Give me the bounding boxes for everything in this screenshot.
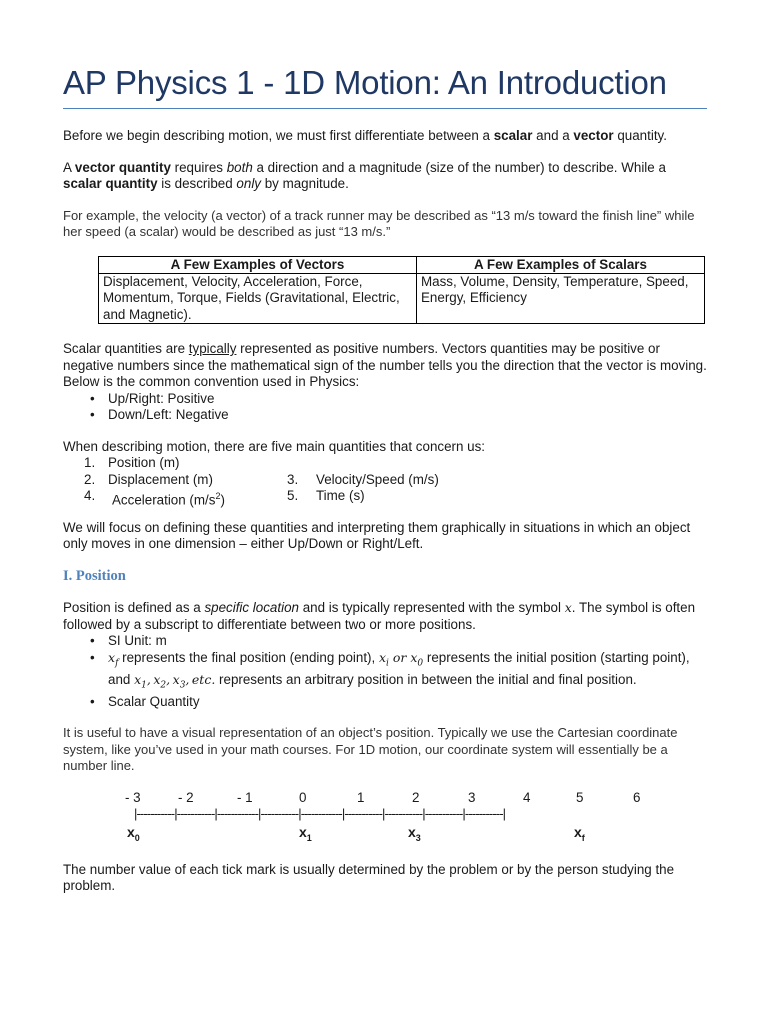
intro-text: Before we begin describing motion, we must first differentiate between a <box>63 128 494 143</box>
list-item <box>63 455 707 472</box>
list-label: Time (s) <box>316 488 365 503</box>
list-item <box>63 472 707 489</box>
vector-quantity-term: vector quantity <box>74 159 171 175</box>
def-text: Position is defined as a <box>63 600 205 615</box>
page-title: AP Physics 1 - 1D Motion: An Introduction <box>63 64 667 101</box>
position-label-xf <box>574 824 585 846</box>
table-row <box>99 273 705 324</box>
vectors-cell: Displacement, Velocity, Acceleration, Force, Momentum, Torque, Fields (Gravitational, Electric, and Magnetic). <box>99 273 417 324</box>
math-var: x <box>108 649 116 665</box>
bullet-text: represents the initial position (starting point), and <box>108 649 690 687</box>
def-text: requires <box>170 159 227 175</box>
tick-label: - 3 <box>125 789 141 805</box>
five-quantities-intro: When describing motion, there are five main quantities that concern us: <box>63 438 486 454</box>
sign-text: represented as positive numbers. Vectors quantities may be positive or negative numbers since the mathematical sign of the number tells you the direction that the vector is moving. Below is the common convention used in Physics: <box>63 341 707 389</box>
label-sub: 3 <box>415 832 421 843</box>
list-label: Velocity/Speed (m/s) <box>316 471 439 487</box>
def-text: A <box>63 159 75 175</box>
position-bullets <box>63 633 707 710</box>
number-line-bar: |-----------|-----------|------------|-----------|------------|-----------|-----------|-----------|-----------| <box>134 805 506 821</box>
math-symbol <box>378 649 424 668</box>
def-text: a direction and a magnitude (size of the number) to describe. While a <box>252 159 666 175</box>
list-number: 2. <box>84 471 96 487</box>
math-var: x <box>378 649 386 665</box>
intro-paragraph <box>63 128 707 145</box>
list-item: • Scalar Quantity <box>108 694 707 711</box>
vector-definition-paragraph <box>63 160 707 193</box>
tick-label: 5 <box>576 789 584 805</box>
tick-label: - 2 <box>178 789 194 805</box>
def-text: is described <box>157 176 237 191</box>
math-var: x <box>410 649 418 665</box>
scalars-cell: Mass, Volume, Density, Temperature, Speed, Energy, Efficiency <box>417 273 705 324</box>
list-label: Displacement (m) <box>108 471 213 487</box>
quantities-list <box>63 455 707 508</box>
emphasis-typically: typically <box>188 341 237 356</box>
tick-label: 2 <box>412 789 420 805</box>
list-item <box>63 488 707 508</box>
label-var: x <box>127 823 135 840</box>
example-paragraph: For example, the velocity (a vector) of a track runner may be described as “13 m/s toward the finish line” while her speed (a scalar) would be described as just “13 m/s.” <box>63 207 695 239</box>
math-sub: f <box>115 658 119 668</box>
math-symbol: x <box>564 600 572 615</box>
math-symbol <box>108 649 119 668</box>
list-number: 5. <box>287 488 299 503</box>
list-item: • Down/Left: Negative <box>108 407 707 424</box>
math-var: x <box>134 671 142 687</box>
document-body <box>63 128 707 910</box>
bullet-text: represents the final position (ending point), <box>118 649 379 665</box>
list-item: • SI Unit: m <box>108 633 707 650</box>
tick-label: 6 <box>633 789 641 805</box>
math-var: x <box>172 671 180 687</box>
list-number: 3. <box>287 471 299 487</box>
position-label-x3 <box>408 824 421 846</box>
math-symbol: $x_1$, $x_2$, $x_3$, etc. <box>134 671 216 690</box>
position-label-x0 <box>127 824 140 846</box>
list-item: • Up/Right: Positive <box>108 391 707 408</box>
list-label <box>112 488 225 509</box>
intro-text: and a <box>532 128 574 143</box>
list-number: 1. <box>84 455 96 470</box>
label-sub: f <box>581 832 585 843</box>
sign-convention-list <box>63 391 707 424</box>
bullet-text: represents an arbitrary position in between the initial and final position. <box>215 671 637 687</box>
position-definition <box>63 600 707 633</box>
intro-text: quantity. <box>613 128 667 143</box>
visual-representation-paragraph: It is useful to have a visual representation of an object’s position. Typically we use the Cartesian coordinate system, like you’ve used in your math courses. For 1D motion, our coordinate system will essentially be a number line. <box>63 725 678 773</box>
label-var: x <box>574 823 582 840</box>
focus-paragraph: We will focus on defining these quantities and interpreting them graphically in situations in which an object only moves in one dimension – either Up/Down or Right/Left. <box>63 519 691 551</box>
def-text: by magnitude. <box>261 176 349 191</box>
math-sub: i <box>386 658 389 668</box>
emphasis-only: only <box>236 176 261 191</box>
tick-mark-paragraph: The number value of each tick mark is usually determined by the problem or by the person studying the problem. <box>63 861 675 893</box>
list-item <box>108 650 707 694</box>
vectors-header: A Few Examples of Vectors <box>99 256 417 273</box>
def-text: . The symbol is often followed by a subscript to differentiate between two or more positions. <box>63 600 696 632</box>
math-etc: etc. <box>191 671 216 687</box>
tick-label: 1 <box>357 789 365 805</box>
scalar-term: scalar <box>493 128 533 143</box>
math-sub: 3 <box>179 680 186 690</box>
label-sub: 1 <box>306 832 312 843</box>
vector-term: vector <box>573 128 614 143</box>
label-sub: 0 <box>134 832 140 843</box>
sign-text: Scalar quantities are <box>63 341 189 356</box>
title-underline <box>63 108 707 109</box>
math-sub: 2 <box>160 680 167 690</box>
math-sub: 0 <box>417 658 424 668</box>
label-var: x <box>408 823 416 840</box>
list-label: Position (m) <box>108 455 180 470</box>
emphasis-specific-location: specific location <box>204 600 299 615</box>
number-line <box>63 790 707 848</box>
section-heading-position: I. Position <box>63 567 126 584</box>
tick-label: 3 <box>468 789 476 805</box>
acceleration-label: Acceleration (m/s <box>112 492 216 508</box>
math-sub: 1 <box>141 680 147 690</box>
math-or: or <box>388 649 411 665</box>
superscript: 2 <box>215 491 221 501</box>
tick-label: - 1 <box>237 789 253 805</box>
examples-table <box>98 256 705 325</box>
tick-label: 0 <box>299 789 307 805</box>
scalars-header: A Few Examples of Scalars <box>417 256 705 273</box>
tick-label: 4 <box>523 789 531 805</box>
def-text: and is typically represented with the symbol <box>298 600 565 615</box>
math-var: x <box>153 671 161 687</box>
emphasis-both: both <box>226 159 253 175</box>
table-header-row <box>99 256 705 273</box>
scalar-quantity-term: scalar quantity <box>63 176 158 191</box>
position-label-x1 <box>299 824 312 846</box>
sign-convention-paragraph <box>63 341 707 391</box>
list-number: 4. <box>84 488 96 503</box>
label-var: x <box>299 823 307 840</box>
acceleration-close: ) <box>220 492 225 508</box>
